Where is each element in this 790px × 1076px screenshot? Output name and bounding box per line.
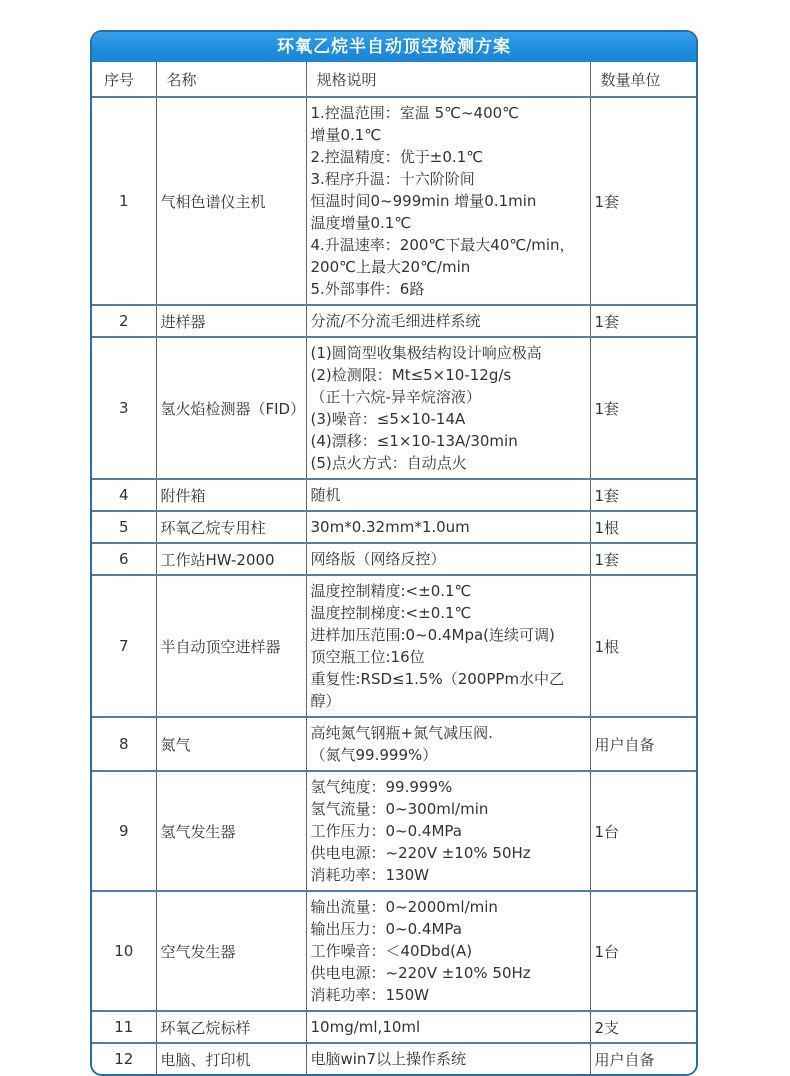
spec-line: 分流/不分流毛细进样系统 <box>310 312 481 330</box>
spec-line: 温度控制精度:<±0.1℃ <box>310 582 472 600</box>
table-row <box>92 479 696 511</box>
item-name: 半自动顶空进样器 <box>156 575 306 717</box>
item-name: 进样器 <box>156 305 306 337</box>
spec-line: 10mg/ml,10ml <box>310 1018 421 1036</box>
table-header-row <box>92 62 696 97</box>
spec-line: 4.升温速率：200℃下最大40℃/min， <box>310 236 575 254</box>
item-name: 工作站HW-2000 <box>156 543 306 575</box>
item-name: 环氧乙烷标样 <box>156 1011 306 1043</box>
item-name: 气相色谱仪主机 <box>156 97 306 305</box>
quantity-unit: 1根 <box>590 511 696 543</box>
row-number: 3 <box>92 337 156 479</box>
spec-line: 5.外部事件：6路 <box>310 280 425 298</box>
row-number: 6 <box>92 543 156 575</box>
spec-line: (5)点火方式：自动点火 <box>310 454 467 472</box>
spec-line: 随机 <box>310 486 341 504</box>
column-header-qty: 数量单位 <box>590 62 696 97</box>
table-title: 环氧乙烷半自动顶空检测方案 <box>92 32 696 62</box>
item-spec <box>306 337 590 479</box>
spec-line: 恒温时间0~999min 增量0.1min <box>310 192 537 210</box>
spec-line: 1.控温范围：室温 5℃~400℃ <box>310 104 520 122</box>
spec-line: 消耗功率：130W <box>310 866 429 884</box>
item-name: 氢火焰检测器（FID） <box>156 337 306 479</box>
table-row <box>92 97 696 305</box>
spec-line: 温度增量0.1℃ <box>310 214 412 232</box>
item-name: 附件箱 <box>156 479 306 511</box>
spec-line: 供电电源：~220V ±10% 50Hz <box>310 964 531 982</box>
spec-line: 顶空瓶工位:16位 <box>310 648 425 666</box>
spec-line: 30m*0.32mm*1.0um <box>310 518 470 536</box>
spec-line: 工作压力：0~0.4MPa <box>310 822 462 840</box>
spec-line: (4)漂移：≤1×10-13A/30min <box>310 432 518 450</box>
table-row <box>92 891 696 1011</box>
quantity-unit: 用户自备 <box>590 717 696 771</box>
quantity-unit: 2支 <box>590 1011 696 1043</box>
item-spec <box>306 717 590 771</box>
item-name: 氢气发生器 <box>156 771 306 891</box>
table-row <box>92 543 696 575</box>
spec-line: 进样加压范围:0~0.4Mpa(连续可调) <box>310 626 555 644</box>
spec-line: 输出压力：0~0.4MPa <box>310 920 462 938</box>
item-spec <box>306 511 590 543</box>
item-spec <box>306 479 590 511</box>
spec-line: 增量0.1℃ <box>310 126 382 144</box>
quantity-unit: 1套 <box>590 543 696 575</box>
spec-line: （正十六烷-异辛烷溶液） <box>310 388 481 406</box>
spec-line: 3.程序升温：十六阶阶间 <box>310 170 475 188</box>
quantity-unit: 1套 <box>590 305 696 337</box>
item-spec <box>306 575 590 717</box>
spec-line: 电脑win7以上操作系统 <box>310 1050 466 1068</box>
spec-line: 氢气流量：0~300ml/min <box>310 800 489 818</box>
quantity-unit: 用户自备 <box>590 1043 696 1074</box>
row-number: 11 <box>92 1011 156 1043</box>
spec-line: 网络版（网络反控） <box>310 550 446 568</box>
table-row <box>92 1043 696 1074</box>
spec-line: 高纯氮气钢瓶+氮气减压阀. <box>310 724 493 742</box>
item-spec <box>306 97 590 305</box>
item-name: 电脑、打印机 <box>156 1043 306 1074</box>
row-number: 5 <box>92 511 156 543</box>
table-row <box>92 305 696 337</box>
quantity-unit: 1套 <box>590 479 696 511</box>
spec-line: 输出流量：0~2000ml/min <box>310 898 498 916</box>
quantity-unit: 1套 <box>590 97 696 305</box>
item-name: 环氧乙烷专用柱 <box>156 511 306 543</box>
item-spec <box>306 543 590 575</box>
row-number: 4 <box>92 479 156 511</box>
row-number: 7 <box>92 575 156 717</box>
quantity-unit: 1根 <box>590 575 696 717</box>
spec-line: 工作噪音：＜40Dbd(A) <box>310 942 473 960</box>
spec-line: (2)检测限：Mt≤5×10-12g/s <box>310 366 512 384</box>
item-spec <box>306 1043 590 1074</box>
row-number: 1 <box>92 97 156 305</box>
item-spec <box>306 891 590 1011</box>
spec-line: 消耗功率：150W <box>310 986 429 1004</box>
table-row <box>92 771 696 891</box>
item-spec <box>306 771 590 891</box>
item-spec <box>306 1011 590 1043</box>
column-header-no: 序号 <box>92 62 156 97</box>
column-header-spec: 规格说明 <box>306 62 590 97</box>
spec-table <box>92 62 696 1074</box>
quantity-unit: 1台 <box>590 891 696 1011</box>
row-number: 2 <box>92 305 156 337</box>
spec-table-card <box>90 30 698 1076</box>
spec-line: 2.控温精度：优于±0.1℃ <box>310 148 484 166</box>
row-number: 8 <box>92 717 156 771</box>
table-row <box>92 511 696 543</box>
column-header-name: 名称 <box>156 62 306 97</box>
item-name: 氮气 <box>156 717 306 771</box>
row-number: 10 <box>92 891 156 1011</box>
spec-line: 温度控制梯度:<±0.1℃ <box>310 604 472 622</box>
quantity-unit: 1台 <box>590 771 696 891</box>
spec-line: 重复性:RSD≤1.5%（200PPm水中乙醇） <box>310 670 565 710</box>
item-name: 空气发生器 <box>156 891 306 1011</box>
spec-line: （氮气99.999%） <box>310 746 438 764</box>
row-number: 9 <box>92 771 156 891</box>
spec-line: (1)圆筒型收集极结构设计响应极高 <box>310 344 542 362</box>
table-row <box>92 717 696 771</box>
table-row <box>92 337 696 479</box>
quantity-unit: 1套 <box>590 337 696 479</box>
row-number: 12 <box>92 1043 156 1074</box>
spec-line: 供电电源：~220V ±10% 50Hz <box>310 844 531 862</box>
spec-line: (3)噪音：≤5×10-14A <box>310 410 466 428</box>
spec-line: 200℃上最大20℃/min <box>310 258 471 276</box>
table-row <box>92 575 696 717</box>
spec-line: 氢气纯度：99.999% <box>310 778 453 796</box>
table-row <box>92 1011 696 1043</box>
item-spec <box>306 305 590 337</box>
